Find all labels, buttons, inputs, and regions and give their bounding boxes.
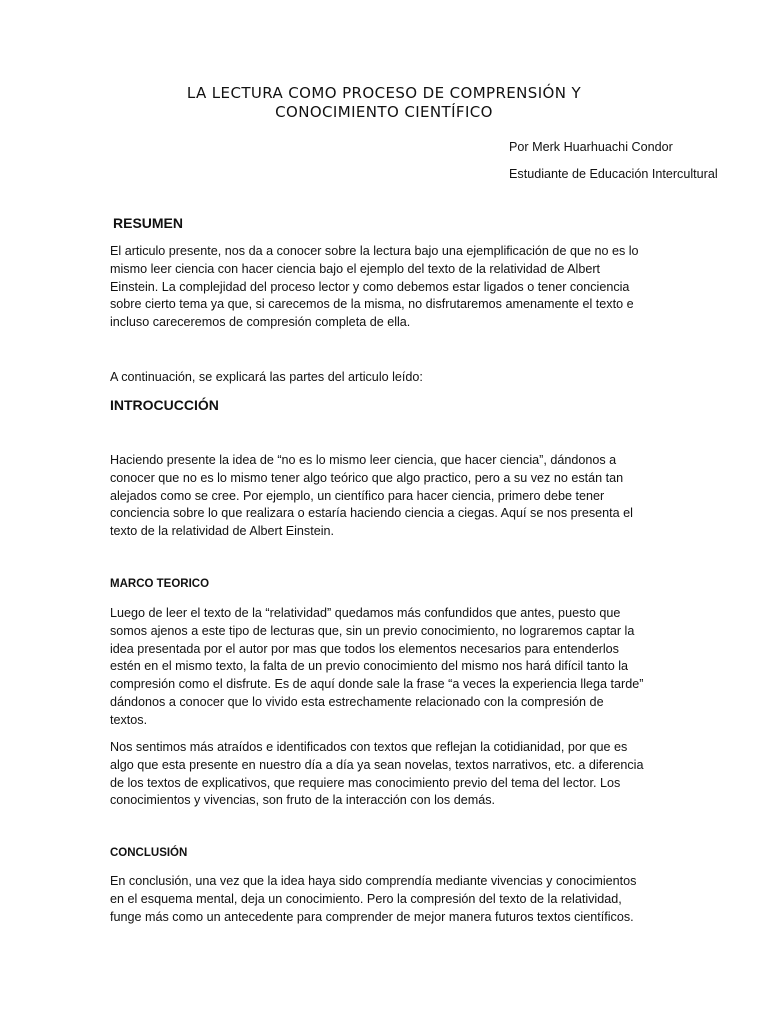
resumen-line: El articulo presente, nos da a conocer sobre la lectura bajo una ejemplificación de que no es lo [110,244,639,258]
marco-line: algo que esta presente en nuestro día a día ya sean novelas, textos narrativos, etc. a diferencia [110,757,644,772]
resumen-line: Einstein. La complejidad del proceso lector y como debemos estar ligados o tener conciencia [110,279,630,294]
resumen-line: sobre cierto tema ya que, si carecemos de la misma, no disfrutaremos amenamente el texto e [110,297,634,312]
marco-line: compresión como el disfrute. Es de aquí donde sale la frase “a veces la experiencia llega tarde” [110,677,644,692]
author-role: Estudiante de Educación Intercultural [509,167,718,181]
conclusion-line: en el esquema mental, deja un conocimiento. Pero la compresión del texto de la relatividad, [110,891,622,906]
conclusion-paragraph [110,873,660,926]
introduccion-line: alejados como se cree. Por ejemplo, un científico para hacer ciencia, primero debe tener [110,488,605,503]
resumen-line: mismo leer ciencia con hacer ciencia bajo el ejemplo del texto de la relatividad de Albert [110,261,601,276]
resumen-heading: RESUMEN [113,215,184,231]
marco-line: dándonos a conocer que lo vivido esta estrechamente relacionado con la compresión de [110,694,604,709]
marco-paragraph-1 [110,605,660,730]
marco-line: idea presentada por el autor por mas que todos los elementos necesarios para entenderlos [110,641,619,656]
introduccion-line: conciencia sobre lo que realizara o estaría haciendo ciencia a ciegas. Aquí se nos presenta el [110,506,633,521]
document-title [0,84,768,122]
resumen-line: incluso careceremos de compresión completa de ella. [110,315,411,330]
title-line-2: CONOCIMIENTO CIENTÍFICO [275,103,493,121]
marco-line: Nos sentimos más atraídos e identificados con textos que reflejan la cotidianidad, por que es [110,740,628,754]
continuacion-line: A continuación, se explicará las partes del articulo leído: [110,370,423,384]
marco-line: textos. [110,712,148,727]
introduccion-heading: INTROCUCCIÓN [110,397,219,413]
introduccion-line: texto de la relatividad de Albert Einstein. [110,524,335,539]
conclusion-line: En conclusión, una vez que la idea haya sido comprendía mediante vivencias y conocimientos [110,874,637,888]
title-line-1: LA LECTURA COMO PROCESO DE COMPRENSIÓN Y [186,84,582,102]
conclusion-heading: CONCLUSIÓN [110,847,188,859]
continuacion-text [110,369,660,387]
marco-line: estén en el mismo texto, la falta de un previo conocimiento del mismo nos hará difícil tanto la [110,659,629,674]
resumen-paragraph [110,243,660,332]
marco-line: de los textos de explicativos, que requiere mas conocimiento previo del tema del lector. Los [110,775,621,790]
marco-line: conocimientos y vivencias, son fruto de la interacción con los demás. [110,793,496,808]
author-name: Por Merk Huarhuachi Condor [509,140,673,154]
marco-paragraph-2 [110,739,660,810]
conclusion-line: funge más como un antecedente para comprender de mejor manera futuros textos científicos. [110,909,634,924]
introduccion-line: Haciendo presente la idea de “no es lo mismo leer ciencia, que hacer ciencia”, dándonos a [110,453,617,467]
introduccion-paragraph [110,452,660,541]
marco-teorico-heading: MARCO TEORICO [110,578,210,590]
marco-line: Luego de leer el texto de la “relatividad” quedamos más confundidos que antes, puesto que [110,606,621,620]
introduccion-line: conocer que no es lo mismo tener algo teórico que algo practico, pero a su vez no están tan [110,470,624,485]
marco-line: somos ajenos a este tipo de lecturas que, sin un previo conocimiento, no lograremos captar la [110,623,635,638]
